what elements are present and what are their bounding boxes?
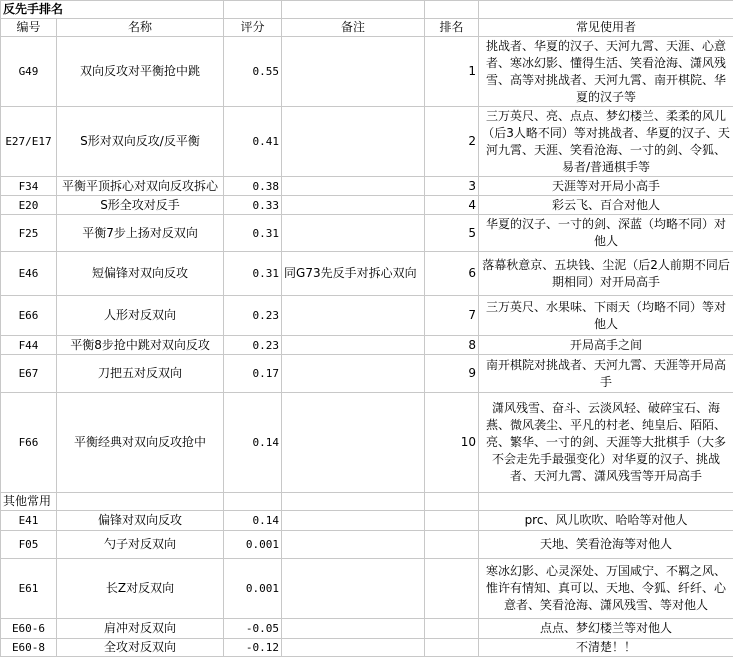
table-row	[1, 196, 733, 215]
rank-cell[interactable]	[425, 639, 479, 657]
code-cell[interactable]: E67	[1, 355, 57, 393]
score-cell[interactable]: -0.05	[224, 619, 282, 639]
users-cell[interactable]: 点点、梦幻楼兰等对他人	[479, 619, 733, 639]
table-row	[1, 559, 733, 619]
users-cell[interactable]: prc、风儿吹吹、哈哈等对他人	[479, 511, 733, 531]
score-cell[interactable]: 0.38	[224, 177, 282, 196]
table-row	[1, 531, 733, 559]
table-row	[1, 639, 733, 657]
rank-cell[interactable]	[425, 531, 479, 559]
header-code[interactable]: 编号	[1, 19, 57, 37]
score-cell[interactable]: 0.41	[224, 107, 282, 177]
score-cell[interactable]: 0.33	[224, 196, 282, 215]
rank-cell[interactable]: 9	[425, 355, 479, 393]
rank-cell[interactable]: 5	[425, 215, 479, 252]
rank-cell[interactable]: 10	[425, 393, 479, 493]
note-cell[interactable]	[282, 296, 425, 336]
header-score[interactable]: 评分	[224, 19, 282, 37]
rank-cell[interactable]	[425, 511, 479, 531]
table-row	[1, 215, 733, 252]
name-cell[interactable]: 肩冲对反双向	[57, 619, 224, 639]
table-row	[1, 393, 733, 493]
note-cell[interactable]	[282, 511, 425, 531]
title-row	[1, 1, 733, 19]
name-cell[interactable]: 双向反攻对平衡抢中跳	[57, 37, 224, 107]
note-cell[interactable]	[282, 336, 425, 355]
name-cell[interactable]: 偏锋对双向反攻	[57, 511, 224, 531]
code-cell[interactable]: E41	[1, 511, 57, 531]
users-cell[interactable]: 开局高手之间	[479, 336, 733, 355]
rank-cell[interactable]: 3	[425, 177, 479, 196]
users-cell[interactable]: 寒冰幻影、心灵深处、万国咸宁、不羁之风、惟许有情知、真可以、天地、令狐、纤纤、心意者、笑看沧海、潇风残雪、等对他人	[479, 559, 733, 619]
code-cell[interactable]: E27/E17	[1, 107, 57, 177]
note-cell[interactable]	[282, 619, 425, 639]
score-cell[interactable]: 0.31	[224, 252, 282, 296]
name-cell[interactable]: 勺子对反双向	[57, 531, 224, 559]
table-row	[1, 619, 733, 639]
rank-cell[interactable]: 7	[425, 296, 479, 336]
score-cell[interactable]: 0.14	[224, 511, 282, 531]
code-cell[interactable]: E20	[1, 196, 57, 215]
header-row	[1, 19, 733, 37]
code-cell[interactable]: F66	[1, 393, 57, 493]
note-cell[interactable]	[282, 215, 425, 252]
code-cell[interactable]: F34	[1, 177, 57, 196]
score-cell[interactable]: 0.23	[224, 336, 282, 355]
name-cell[interactable]: 短偏锋对双向反攻	[57, 252, 224, 296]
code-cell[interactable]: E60-6	[1, 619, 57, 639]
rank-cell[interactable]: 4	[425, 196, 479, 215]
note-cell[interactable]	[282, 393, 425, 493]
name-cell[interactable]: 平衡平顶拆心对双向反攻拆心	[57, 177, 224, 196]
users-cell[interactable]: 潇风残雪、奋斗、云淡风轻、破碎宝石、海燕、微风袭尘、平凡的村老、纯皇后、陌陌、亮、繁华、一寸的剑、天涯等大批棋手（大多不会走先手最强变化）对华夏的汉子、挑战者、天河九霄、潇风残雪等开局高手	[479, 393, 733, 493]
code-cell[interactable]: F05	[1, 531, 57, 559]
name-cell[interactable]: S形对双向反攻/反平衡	[57, 107, 224, 177]
users-cell[interactable]: 南开棋院对挑战者、天河九霄、天涯等开局高手	[479, 355, 733, 393]
users-cell[interactable]: 三万英尺、水果味、下雨天（均略不同）等对他人	[479, 296, 733, 336]
empty-cell[interactable]	[479, 493, 733, 511]
users-cell[interactable]: 华夏的汉子、一寸的剑、深蓝（均略不同）对他人	[479, 215, 733, 252]
code-cell[interactable]: G49	[1, 37, 57, 107]
empty-cell[interactable]	[425, 1, 479, 19]
rank-cell[interactable]: 2	[425, 107, 479, 177]
users-cell[interactable]: 天地、笑看沧海等对他人	[479, 531, 733, 559]
users-cell[interactable]: 彩云飞、百合对他人	[479, 196, 733, 215]
score-cell[interactable]: 0.001	[224, 531, 282, 559]
name-cell[interactable]: 平衡8步抢中跳对双向反攻	[57, 336, 224, 355]
users-cell[interactable]: 三万英尺、亮、点点、梦幻楼兰、柔柔的风儿（后3人略不同）等对挑战者、华夏的汉子、天河九霄、天涯、笑看沧海、一寸的剑、令狐、易者/普通棋手等	[479, 107, 733, 177]
note-cell[interactable]	[282, 196, 425, 215]
name-cell[interactable]: 人形对反双向	[57, 296, 224, 336]
code-cell[interactable]: F44	[1, 336, 57, 355]
score-cell[interactable]: 0.001	[224, 559, 282, 619]
users-cell[interactable]: 不清楚！！	[479, 639, 733, 657]
code-cell[interactable]: E61	[1, 559, 57, 619]
rank-cell[interactable]: 6	[425, 252, 479, 296]
header-name[interactable]: 名称	[57, 19, 224, 37]
name-cell[interactable]: S形全攻对反手	[57, 196, 224, 215]
note-cell[interactable]	[282, 355, 425, 393]
name-cell[interactable]: 长Z对反双向	[57, 559, 224, 619]
table-row	[1, 355, 733, 393]
score-cell[interactable]: 0.23	[224, 296, 282, 336]
empty-cell[interactable]	[282, 493, 425, 511]
code-cell[interactable]: E66	[1, 296, 57, 336]
table-row	[1, 37, 733, 107]
table-row	[1, 252, 733, 296]
name-cell[interactable]: 平衡经典对双向反攻抢中	[57, 393, 224, 493]
note-cell[interactable]: 同G73先反手对拆心双向	[282, 252, 425, 296]
table-row	[1, 107, 733, 177]
note-cell[interactable]	[282, 37, 425, 107]
table-row	[1, 177, 733, 196]
note-cell[interactable]	[282, 107, 425, 177]
empty-cell[interactable]	[224, 493, 282, 511]
rank-cell[interactable]: 1	[425, 37, 479, 107]
name-cell[interactable]: 刀把五对反双向	[57, 355, 224, 393]
table-row	[1, 511, 733, 531]
header-rank[interactable]: 排名	[425, 19, 479, 37]
code-cell[interactable]: F25	[1, 215, 57, 252]
users-cell[interactable]: 落幕秋意京、五块钱、尘泥（后2人前期不同后期相同）对开局高手	[479, 252, 733, 296]
empty-cell[interactable]	[224, 1, 282, 19]
score-cell[interactable]: -0.12	[224, 639, 282, 657]
note-cell[interactable]	[282, 559, 425, 619]
users-cell[interactable]: 挑战者、华夏的汉子、天河九霄、天涯、心意者、寒冰幻影、懂得生活、笑看沧海、潇风残雪、高等对挑战者、天河九霄、南开棋院、华夏的汉子等	[479, 37, 733, 107]
rank-cell[interactable]	[425, 619, 479, 639]
rank-cell[interactable]	[425, 559, 479, 619]
note-cell[interactable]	[282, 639, 425, 657]
score-cell[interactable]: 0.14	[224, 393, 282, 493]
table-row	[1, 296, 733, 336]
section-title-row	[1, 493, 733, 511]
section-title[interactable]: 其他常用	[1, 493, 57, 511]
score-cell[interactable]: 0.17	[224, 355, 282, 393]
header-note[interactable]: 备注	[282, 19, 425, 37]
rank-cell[interactable]: 8	[425, 336, 479, 355]
empty-cell[interactable]	[57, 493, 224, 511]
code-cell[interactable]: E46	[1, 252, 57, 296]
name-cell[interactable]: 全攻对反双向	[57, 639, 224, 657]
name-cell[interactable]: 平衡7步上扬对反双向	[57, 215, 224, 252]
users-cell[interactable]: 天涯等对开局小高手	[479, 177, 733, 196]
note-cell[interactable]	[282, 177, 425, 196]
sheet-title[interactable]: 反先手排名	[1, 1, 224, 19]
table-row	[1, 336, 733, 355]
score-cell[interactable]: 0.55	[224, 37, 282, 107]
empty-cell[interactable]	[479, 1, 733, 19]
score-cell[interactable]: 0.31	[224, 215, 282, 252]
code-cell[interactable]: E60-8	[1, 639, 57, 657]
note-cell[interactable]	[282, 531, 425, 559]
header-users[interactable]: 常见使用者	[479, 19, 733, 37]
empty-cell[interactable]	[282, 1, 425, 19]
empty-cell[interactable]	[425, 493, 479, 511]
